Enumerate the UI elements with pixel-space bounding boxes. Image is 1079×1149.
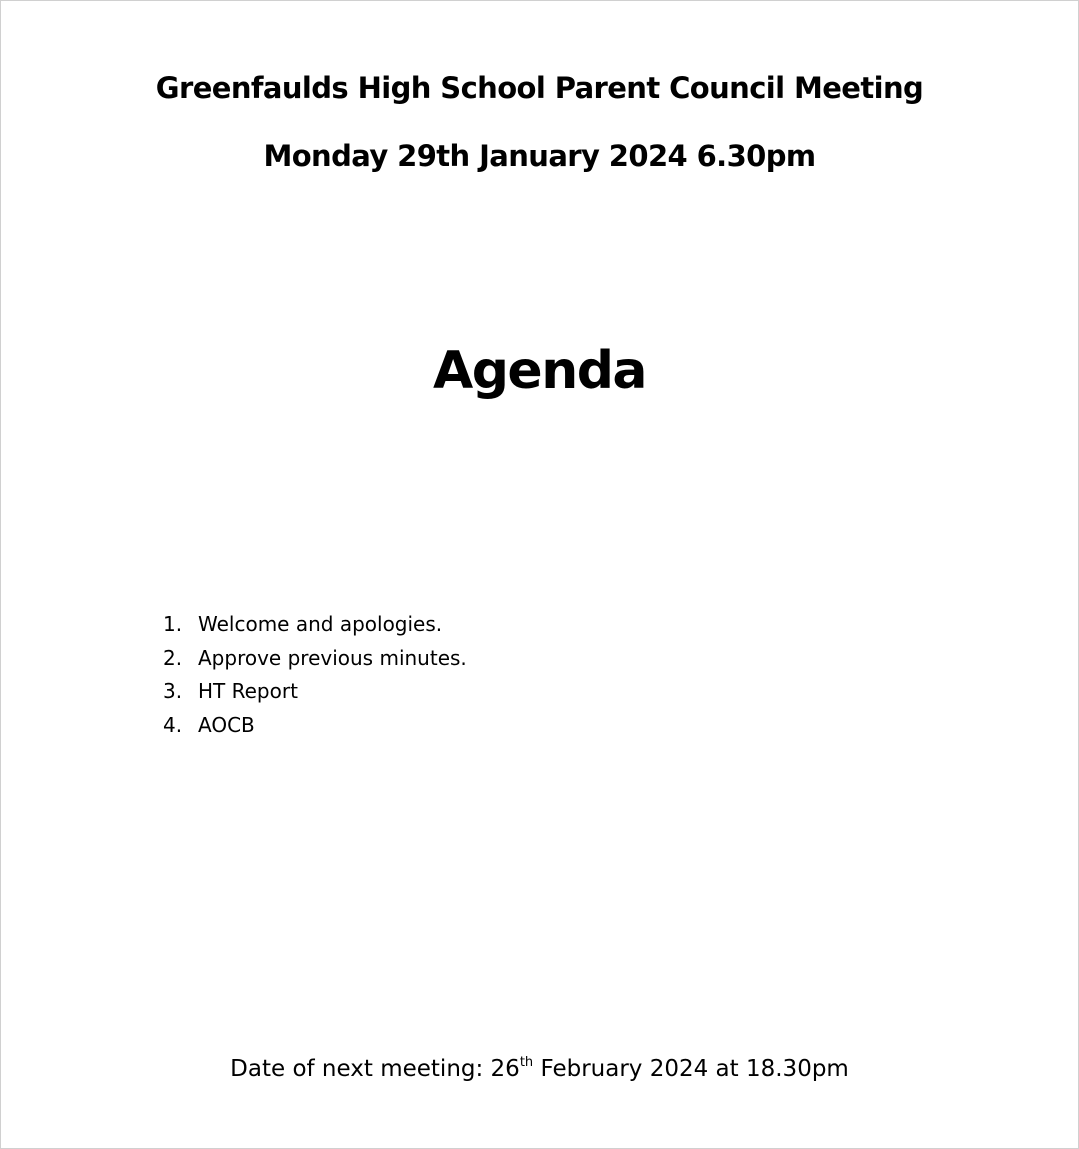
agenda-item-text: AOCB (198, 712, 255, 737)
meeting-title: Greenfaulds High School Parent Council Meeting (155, 71, 924, 105)
agenda-item-number: 2. (163, 645, 183, 670)
agenda-item (163, 677, 467, 711)
next-meeting-day-suffix: th (519, 1055, 534, 1070)
agenda-item-text: Welcome and apologies. (198, 612, 443, 636)
agenda-item-number: 4. (163, 712, 183, 737)
agenda-item-text: HT Report (198, 679, 298, 703)
agenda-item (163, 711, 467, 745)
agenda-item (163, 610, 467, 644)
meeting-date: Monday 29th January 2024 6.30pm (263, 139, 816, 173)
next-meeting-rest: February 2024 at 18.30pm (533, 1056, 849, 1082)
agenda-heading: Agenda (432, 341, 647, 401)
next-meeting-prefix: Date of next meeting: 26 (230, 1056, 520, 1082)
agenda-list (163, 610, 467, 744)
agenda-item-number: 1. (163, 612, 183, 636)
next-meeting-line (1, 1056, 1078, 1082)
agenda-item-number: 3. (163, 679, 183, 703)
agenda-item (163, 644, 467, 678)
agenda-item-text: Approve previous minutes. (198, 645, 467, 670)
